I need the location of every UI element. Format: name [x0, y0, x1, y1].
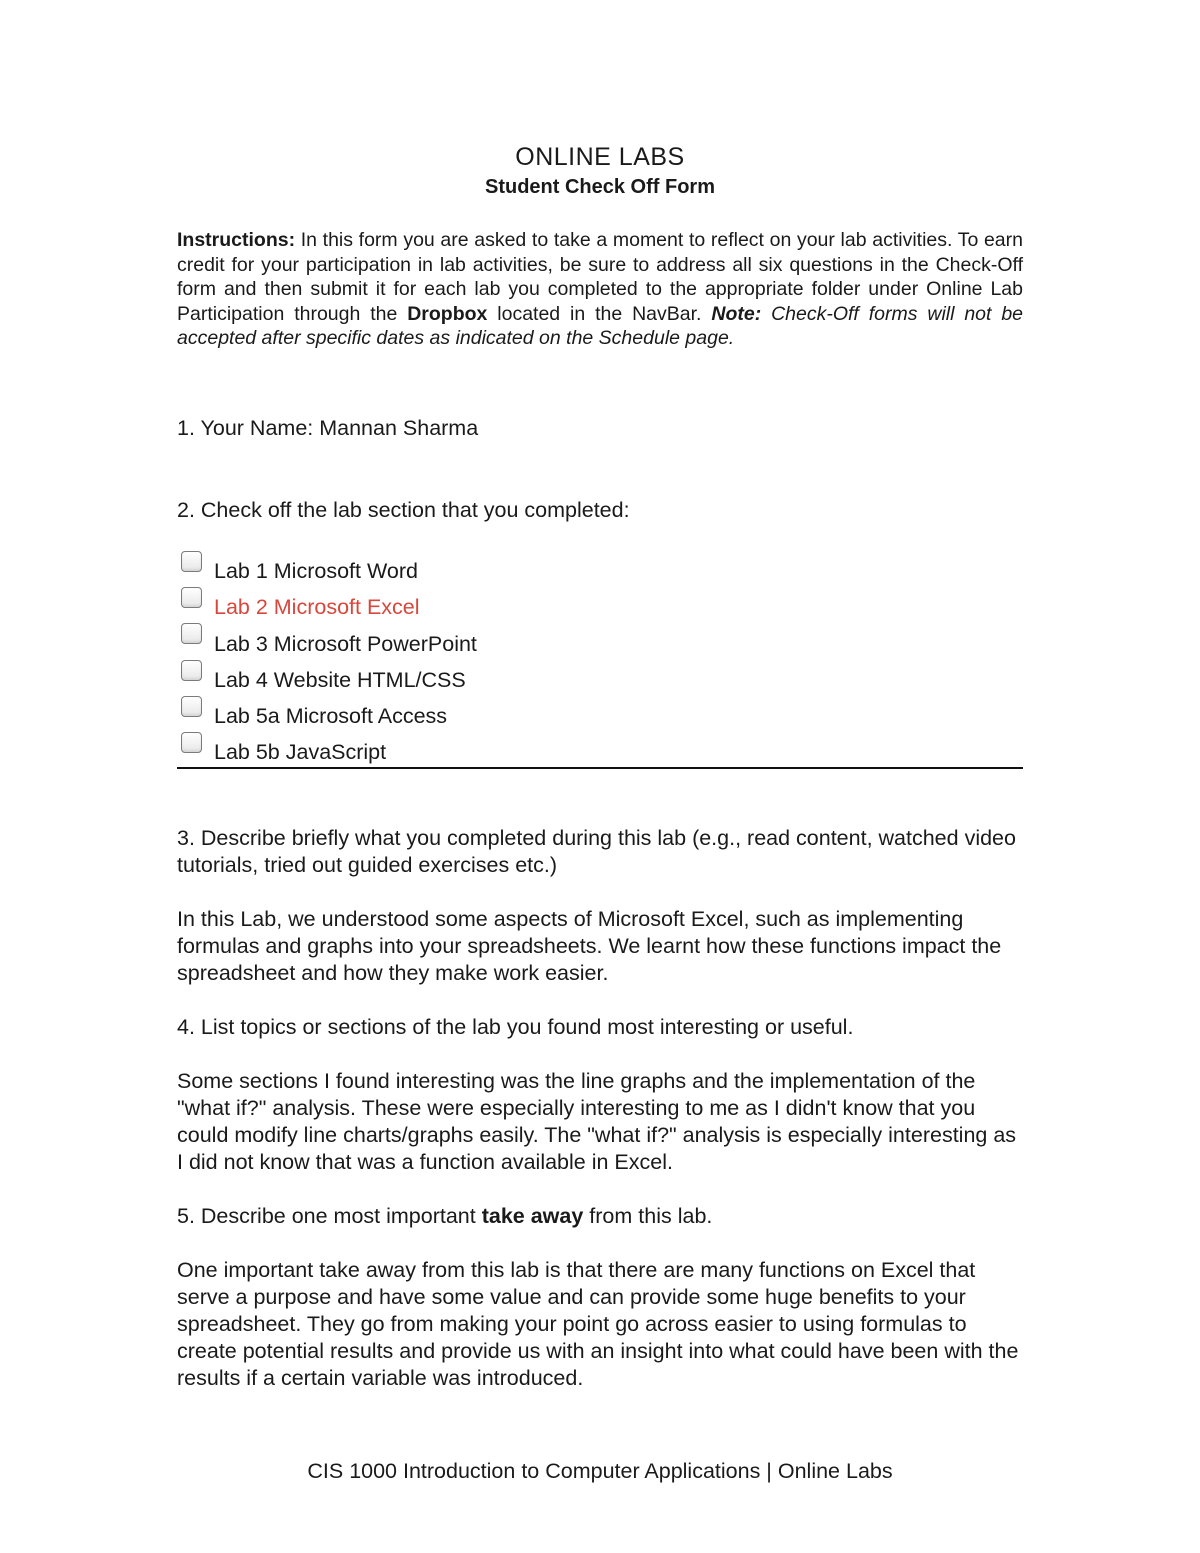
lab-item-4[interactable]	[177, 659, 1023, 695]
checkbox-icon[interactable]	[181, 587, 202, 608]
dropbox-term: Dropbox	[407, 302, 488, 325]
checkbox-icon[interactable]	[181, 696, 202, 717]
question-5-answer: One important take away from this lab is that there are many functions on Excel that serve a purpose and have some value and can provide some huge benefits to your spreadsheet. They go from making your point go across easier to using formulas to create potential results and provide us with an insight into what could have been with the results if a certain variable was introduced.	[177, 1258, 1019, 1391]
instructions-text-1: In this form you are asked to take a moment to reflect on your lab activities. To earn credit for your participation in lab activities, be sure to address all six questions in the Check-Off form and then submit it for each lab you completed to the appropriate folder under Online Lab Participation through the	[177, 229, 1023, 325]
page-title: ONLINE LABS	[515, 143, 685, 171]
question-3-prompt: 3. Describe briefly what you completed during this lab (e.g., read content, watched video tutorials, tried out guided exercises etc.)	[177, 826, 1016, 878]
lab-item-2[interactable]	[177, 586, 1023, 622]
question-5-prompt	[177, 1203, 1023, 1230]
lab-item-label: Lab 5a Microsoft Access	[214, 703, 448, 728]
note-label: Note:	[711, 302, 762, 325]
lab-item-label: Lab 4 Website HTML/CSS	[214, 667, 466, 692]
lab-item-5a[interactable]	[177, 695, 1023, 731]
question-4-prompt: 4. List topics or sections of the lab you found most interesting or useful.	[177, 1015, 854, 1040]
question-1-name: 1. Your Name: Mannan Sharma	[177, 415, 479, 440]
instructions-label: Instructions:	[177, 229, 296, 251]
note-text: Check-Off forms will not be accepted after specific dates as indicated on the Schedule page.	[177, 302, 1024, 350]
lab-item-1[interactable]	[177, 550, 1023, 586]
page-subtitle: Student Check Off Form	[484, 176, 715, 198]
question-5-text-after: from this lab.	[583, 1204, 713, 1229]
lab-item-label: Lab 1 Microsoft Word	[214, 559, 418, 584]
instructions-paragraph	[177, 228, 1023, 351]
instructions-text-2: located in the NavBar.	[487, 302, 712, 325]
question-5-text-before: 5. Describe one most important	[177, 1204, 482, 1229]
lab-item-label: Lab 3 Microsoft PowerPoint	[214, 631, 477, 656]
checkbox-icon[interactable]	[181, 732, 202, 753]
lab-checklist	[177, 550, 1023, 769]
lab-item-3[interactable]	[177, 622, 1023, 658]
question-2-prompt: 2. Check off the lab section that you completed:	[177, 497, 630, 522]
question-3-answer: In this Lab, we understood some aspects of Microsoft Excel, such as implementing formulas and graphs into your spreadsheets. We learnt how these functions impact the spreadsheet and how they make work easier.	[177, 907, 1002, 986]
lab-item-label: Lab 5b JavaScript	[214, 740, 387, 765]
question-4-answer: Some sections I found interesting was the line graphs and the implementation of the "what if?" analysis. These were especially interesting to me as I didn't know that you could modify line charts/graphs easily. The "what if?" analysis is especially interesting as I did not know that was a function available in Excel.	[177, 1069, 1017, 1175]
document-content	[177, 142, 1023, 1392]
lab-item-label: Lab 2 Microsoft Excel	[214, 595, 420, 620]
page-footer: CIS 1000 Introduction to Computer Applications | Online Labs	[307, 1459, 893, 1483]
lab-item-5b[interactable]	[177, 731, 1023, 767]
checkbox-icon[interactable]	[181, 660, 202, 681]
checkbox-icon[interactable]	[181, 623, 202, 644]
checkbox-icon[interactable]	[181, 551, 202, 572]
question-5-bold: take away	[481, 1204, 584, 1229]
